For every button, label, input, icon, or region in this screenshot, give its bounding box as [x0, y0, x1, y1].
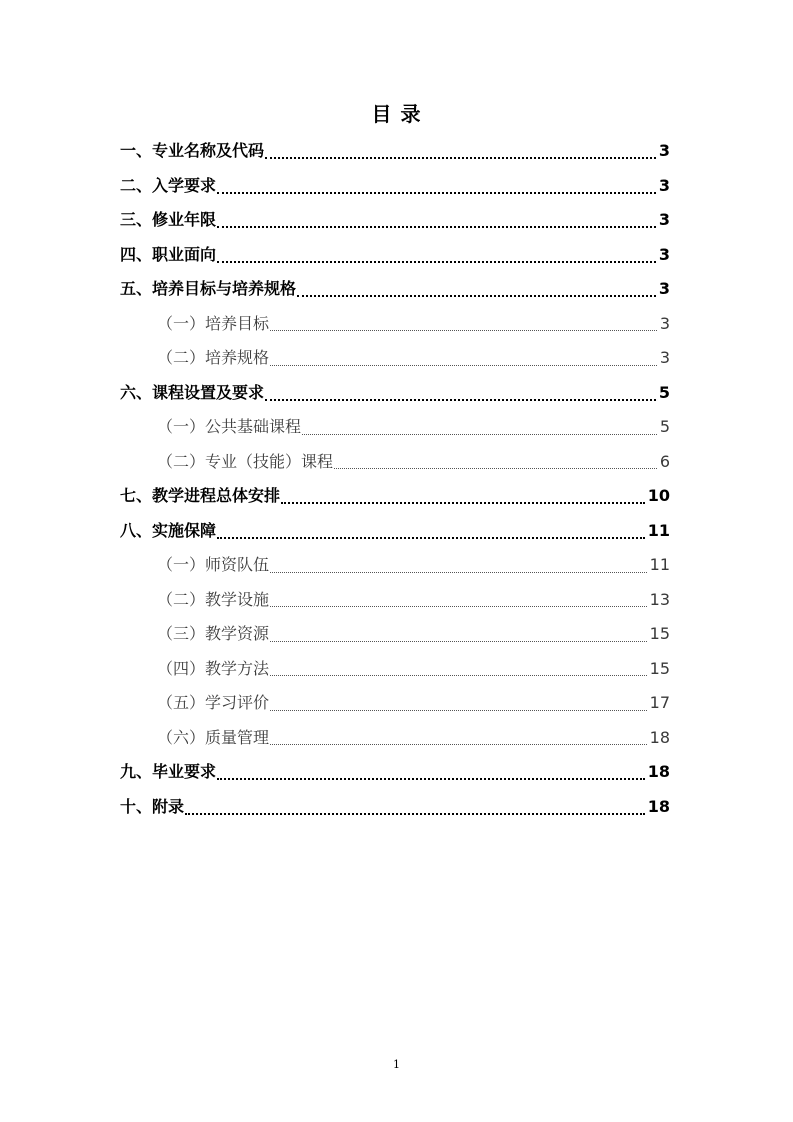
toc-subentry-page: 13 — [649, 589, 670, 609]
toc-subentry-page: 3 — [659, 348, 670, 367]
dot-leader — [334, 468, 657, 469]
dot-leader — [270, 710, 647, 711]
toc-entry-label: 六、课程设置及要求 — [120, 382, 265, 402]
toc-entry[interactable] — [120, 479, 670, 514]
dot-leader — [217, 226, 656, 228]
dot-leader — [270, 641, 647, 642]
toc-entry[interactable] — [120, 203, 670, 238]
toc-entry[interactable] — [120, 376, 670, 411]
toc-entry-page: 3 — [658, 279, 670, 298]
toc-subentry-label: （三）教学资源 — [157, 624, 270, 643]
toc-entry[interactable] — [120, 755, 670, 790]
toc-subentry-label: （一）公共基础课程 — [157, 417, 302, 436]
toc-subentry-label: （五）学习评价 — [157, 693, 270, 712]
toc-entry-label: 一、专业名称及代码 — [120, 141, 265, 160]
toc-entry[interactable] — [120, 514, 670, 549]
toc-entry-label: 九、毕业要求 — [120, 762, 217, 781]
toc-entry-page: 5 — [658, 382, 670, 402]
dot-leader — [302, 434, 657, 435]
toc-title: 目 录 — [371, 102, 422, 126]
toc-entry-label: 四、职业面向 — [120, 244, 217, 264]
toc-entry-label: 十、附录 — [120, 796, 185, 816]
toc-subentry-label: （二）专业（技能）课程 — [157, 451, 334, 471]
toc-entry-page: 3 — [658, 244, 670, 264]
toc-subentry-page: 3 — [659, 313, 670, 333]
toc-subentry[interactable] — [120, 307, 670, 342]
toc-subentry-label: （二）培养规格 — [157, 348, 270, 367]
toc-subentry-label: （一）师资队伍 — [157, 555, 270, 574]
toc-subentry-label: （六）质量管理 — [157, 727, 270, 747]
dot-leader — [270, 675, 647, 676]
toc-entry[interactable] — [120, 790, 670, 825]
toc-entry-label: 二、入学要求 — [120, 175, 217, 195]
dot-leader — [217, 778, 645, 780]
dot-leader — [270, 606, 647, 607]
toc-subentry[interactable] — [120, 583, 670, 618]
dot-leader — [217, 192, 656, 194]
toc-subentry[interactable] — [120, 686, 670, 721]
toc-entry-label: 五、培养目标与培养规格 — [120, 279, 297, 298]
toc-subentry[interactable] — [120, 652, 670, 687]
toc-subentry-label: （二）教学设施 — [157, 589, 270, 609]
dot-leader — [265, 157, 656, 159]
toc-subentry-label: （四）教学方法 — [157, 658, 270, 678]
toc-entry-label: 八、实施保障 — [120, 520, 217, 540]
toc-subentry-page: 5 — [659, 417, 670, 436]
toc-subentry-page: 18 — [649, 727, 670, 747]
toc-subentry[interactable] — [120, 617, 670, 652]
toc-entry-page: 18 — [647, 796, 670, 816]
toc-entry-label: 三、修业年限 — [120, 210, 217, 229]
toc-entry-page: 3 — [658, 210, 670, 229]
toc-entry-page: 3 — [658, 175, 670, 195]
toc-subentry-label: （一）培养目标 — [157, 313, 270, 333]
toc-entry-page: 3 — [658, 141, 670, 160]
toc-entry-page: 10 — [647, 486, 670, 505]
dot-leader — [270, 330, 657, 331]
toc-entry[interactable] — [120, 272, 670, 307]
toc-subentry-page: 15 — [649, 658, 670, 678]
dot-leader — [265, 399, 656, 401]
dot-leader — [281, 502, 645, 504]
toc-entry-page: 18 — [647, 762, 670, 781]
toc-subentry-page: 6 — [659, 451, 670, 471]
toc-subentry-page: 11 — [649, 555, 670, 574]
dot-leader — [270, 365, 657, 366]
toc-subentry[interactable] — [120, 445, 670, 480]
dot-leader — [270, 744, 647, 745]
dot-leader — [217, 261, 656, 263]
toc-subentry-page: 15 — [649, 624, 670, 643]
toc-subentry-page: 17 — [649, 693, 670, 712]
table-of-contents — [120, 134, 670, 824]
dot-leader — [270, 572, 647, 573]
dot-leader — [297, 295, 656, 297]
toc-entry[interactable] — [120, 134, 670, 169]
dot-leader — [185, 813, 645, 815]
toc-entry-page: 11 — [647, 520, 670, 540]
toc-subentry[interactable] — [120, 410, 670, 445]
toc-entry[interactable] — [120, 169, 670, 204]
toc-subentry[interactable] — [120, 341, 670, 376]
toc-entry[interactable] — [120, 238, 670, 273]
page-number: 1 — [393, 1058, 400, 1071]
dot-leader — [217, 537, 645, 539]
toc-subentry[interactable] — [120, 721, 670, 756]
toc-subentry[interactable] — [120, 548, 670, 583]
toc-entry-label: 七、教学进程总体安排 — [120, 486, 281, 505]
